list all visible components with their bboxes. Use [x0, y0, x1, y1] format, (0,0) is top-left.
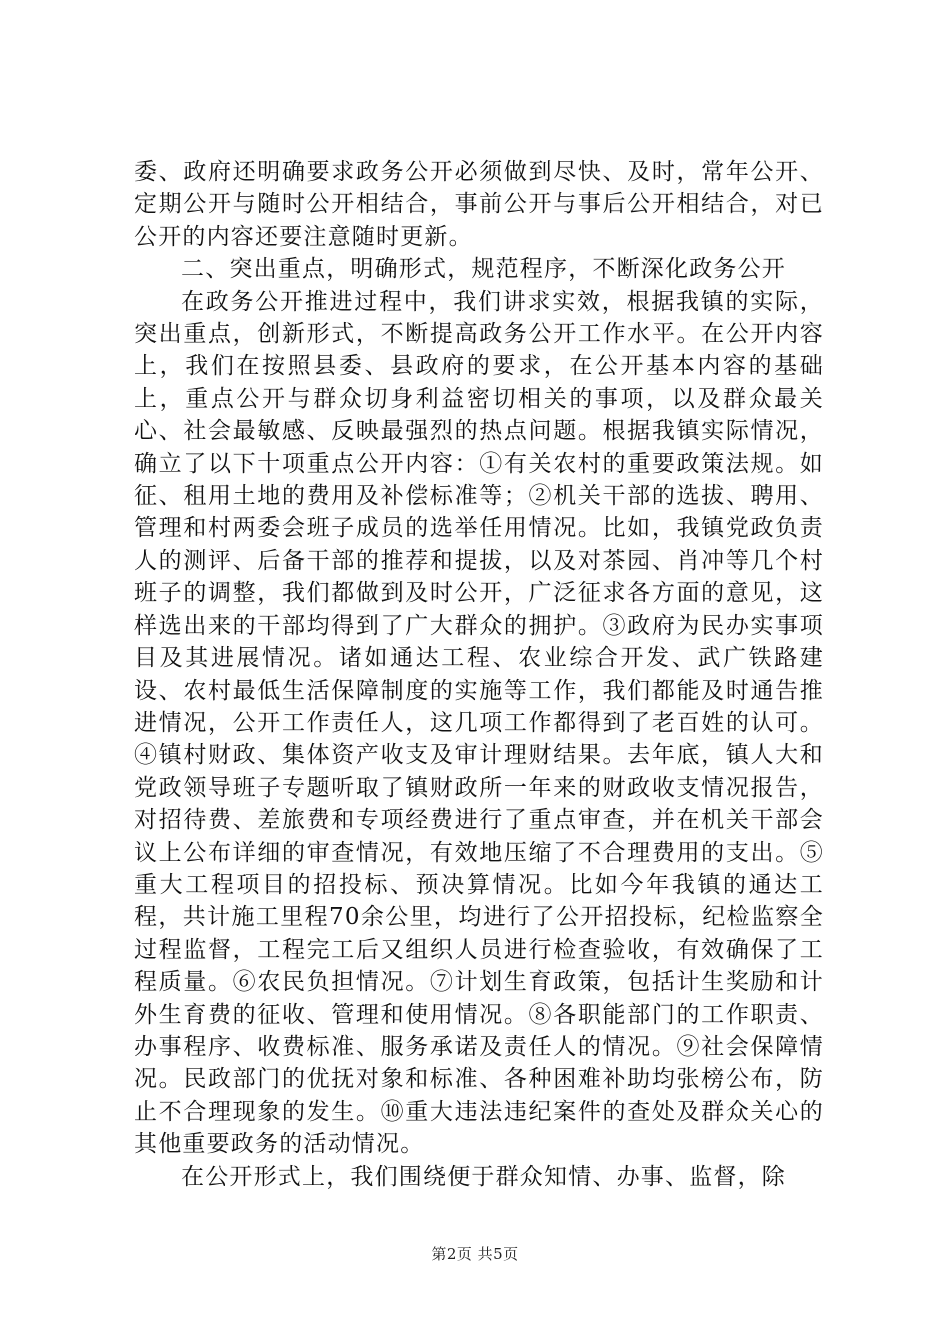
- document-body: [134, 156, 824, 1193]
- section-heading: 二、突出重点，明确形式，规范程序，不断深化政务公开: [181, 256, 786, 283]
- paragraph-continuation: 委、政府还明确要求政务公开必须做到尽快、及时，常年公开、定期公开与随时公开相结合，事前公开与事后公开相结合，对已公开的内容还要注意随时更新。: [134, 159, 824, 250]
- page-footer: 第2页 共5页: [431, 1245, 519, 1263]
- paragraph-disclosure-form: 在公开形式上，我们围绕便于群众知情、办事、监督，除: [181, 1163, 786, 1190]
- paragraph-disclosure-content: 在政务公开推进过程中，我们讲求实效，根据我镇的实际，突出重点，创新形式，不断提高政务公开工作水平。在公开内容上，我们在按照县委、县政府的要求，在公开基本内容的基础上，重点公开与群众切身利益密切相关的事项，以及群众最关心、社会最敏感、反映最强烈的热点问题。根据我镇实际情况，确立了以下十项重点公开内容：①有关农村的重要政策法规。如征、租用土地的费用及补偿标准等；②机关干部的选拔、聘用、管理和村两委会班子成员的选举任用情况。比如，我镇党政负责人的测评、后备干部的推荐和提拔，以及对茶园、肖冲等几个村班子的调整，我们都做到及时公开，广泛征求各方面的意见，这样选出来的干部均得到了广大群众的拥护。③政府为民办实事项目及其进展情况。诸如通达工程、农业综合开发、武广铁路建设、农村最低生活保障制度的实施等工作，我们都能及时通告推进情况，公开工作责任人，这几项工作都得到了老百姓的认可。④镇村财政、集体资产收支及审计理财结果。去年底，镇人大和党政领导班子专题听取了镇财政所一年来的财政收支情况报告，对招待费、差旅费和专项经费进行了重点审查，并在机关干部会议上公布详细的审查情况，有效地压缩了不合理费用的支出。⑤重大工程项目的招投标、预决算情况。比如今年我镇的通达工程，共计施工里程70余公里，均进行了公开招投标，纪检监察全过程监督，工程完工后又组织人员进行检查验收，有效确保了工程质量。⑥农民负担情况。⑦计划生育政策，包括计生奖励和计外生育费的征收、管理和使用情况。⑧各职能部门的工作职责、办事程序、收费标准、服务承诺及责任人的情况。⑨社会保障情况。民政部门的优抚对象和标准、各种困难补助均张榜公布，防止不合理现象的发生。⑩重大违法违纪案件的查处及群众关心的其他重要政务的活动情况。: [134, 288, 824, 1158]
